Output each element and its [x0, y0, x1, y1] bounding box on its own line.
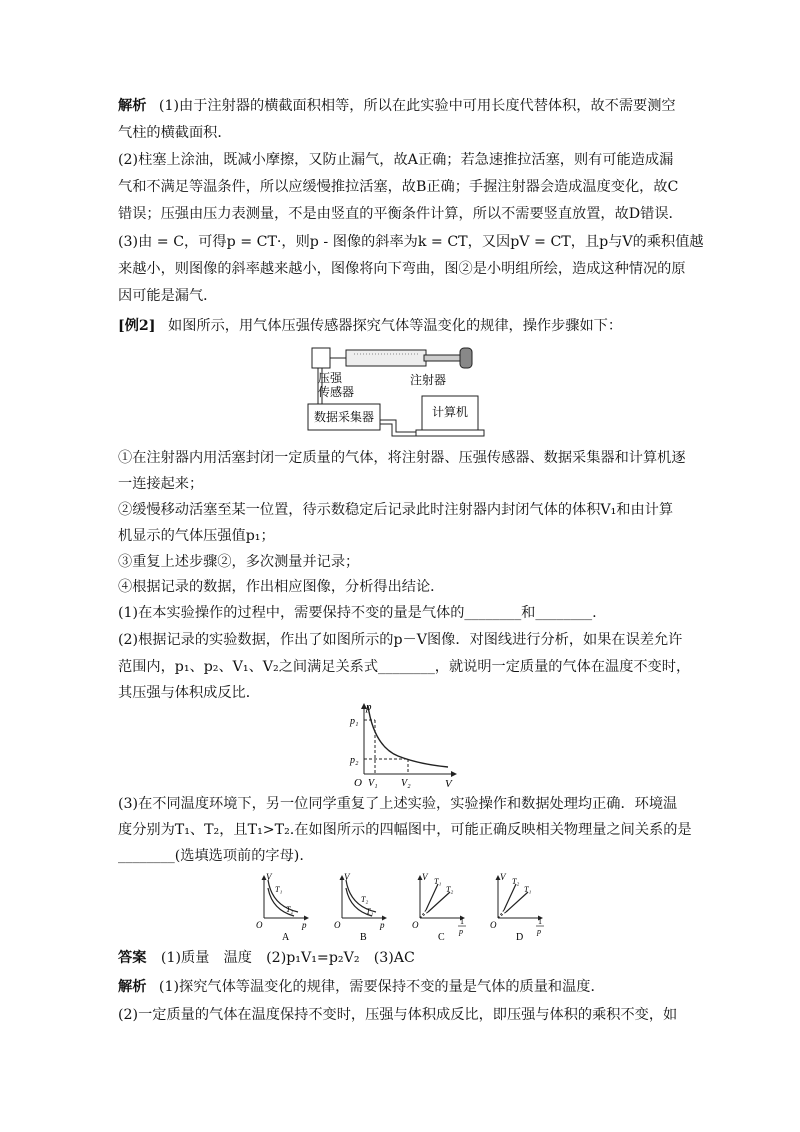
option-d-label: D [516, 932, 524, 943]
syringe-body [346, 350, 426, 366]
svg-text:p: p [459, 927, 463, 936]
apparatus-diagram [300, 340, 500, 440]
svg-text:O: O [334, 920, 341, 930]
analysis-line-2: 气柱的横截面积． [118, 125, 232, 141]
option-a-graph [256, 872, 308, 943]
question-3c: ________(选填选项前的字母). [118, 848, 304, 864]
example-tag: [例2] [118, 318, 156, 334]
v-axis-label: V [445, 778, 452, 790]
svg-text:T₂: T₂ [286, 905, 294, 914]
answer-line [118, 948, 415, 968]
svg-text:V: V [500, 872, 506, 882]
svg-text:T₁: T₁ [366, 907, 374, 916]
question-2a: (2)根据记录的实验数据，作出了如图所示的p－V图像．对图线进行分析，如果在误差允许 [118, 632, 683, 648]
data-collector-label: 数据采集器 [314, 410, 375, 424]
svg-text:V: V [266, 872, 272, 882]
syringe-label: 注射器 [410, 373, 447, 387]
step-3: ③重复上述步骤②，多次测量并记录； [118, 554, 360, 570]
computer-label: 计算机 [432, 405, 469, 419]
svg-text:T₂: T₂ [512, 877, 520, 886]
svg-text:T₁: T₁ [434, 877, 442, 886]
svg-text:O: O [490, 920, 497, 930]
question-3b: 度分别为T₁、T₂，且T₁>T₂.在如图所示的四幅图中，可能正确反映相关物理量之间关系的是 [118, 822, 692, 838]
svg-text:T₁: T₁ [275, 885, 283, 894]
question-2c: 其压强与体积成反比． [118, 685, 260, 701]
svg-text:p: p [302, 920, 307, 930]
analysis-line-6: (3)由 = C，可得p = CT·，则p - 图像的斜率为k = CT，又因pV = CT，且p与V的乘积值越 [118, 234, 704, 250]
origin-label: O [354, 777, 362, 789]
analysis2-line-1 [118, 977, 605, 997]
option-d-graph [490, 872, 544, 943]
analysis-line-1 [118, 96, 676, 116]
analysis-line-8: 因可能是漏气． [118, 288, 218, 304]
computer-base [416, 430, 484, 436]
p2-label: p₂ [350, 755, 359, 766]
step-2b: 机显示的气体压强值p₁； [118, 528, 275, 544]
option-b-label: B [360, 932, 367, 943]
step-2a: ②缓慢移动活塞至某一位置，待示数稳定后记录此时注射器内封闭气体的体积V₁和由计算 [118, 502, 674, 518]
answer-text: (1)质量 温度 (2)p₁V₁=p₂V₂ (3)AC [160, 950, 415, 966]
step-4: ④根据记录的数据，作出相应图像，分析得出结论． [118, 579, 445, 595]
v1-label: V₁ [368, 778, 378, 789]
step-1b: 一连接起来； [118, 476, 204, 492]
pv-curve [368, 706, 448, 767]
plunger-handle [460, 348, 472, 368]
option-b-graph [334, 872, 386, 943]
analysis-line-4: 气和不满足等温条件，所以应缓慢推拉活塞，故B正确；手握注射器会造成温度变化，故C [118, 179, 679, 195]
pv-graph [338, 700, 462, 792]
pressure-sensor-box [312, 348, 330, 368]
p-axis-label: p [366, 701, 372, 713]
pressure-sensor-label-1: 压强 [318, 371, 343, 385]
analysis-line-7: 来越小，则图像的斜率越来越小，图像将向下弯曲，图②是小明组所绘，造成这种情况的原 [118, 261, 686, 277]
svg-text:p: p [537, 927, 541, 936]
example-header [118, 316, 622, 336]
answer-label: 答案 [118, 950, 147, 966]
svg-text:T₁: T₁ [524, 885, 532, 894]
v2-label: V₂ [401, 778, 411, 789]
option-a-label: A [282, 932, 290, 943]
svg-text:p: p [380, 920, 385, 930]
svg-text:1: 1 [538, 917, 542, 926]
svg-text:O: O [412, 920, 419, 930]
analysis-line-5: 错误；压强由压力表测量，不是由竖直的平衡条件计算，所以不需要竖直放置，故D错误． [118, 206, 683, 222]
analysis-label: 解析 [118, 98, 147, 114]
svg-text:V: V [422, 872, 428, 882]
step-1a: ①在注射器内用活塞封闭一定质量的气体，将注射器、压强传感器、数据采集器和计算机逐 [118, 450, 686, 466]
svg-text:O: O [256, 920, 263, 930]
analysis2-label: 解析 [118, 979, 147, 995]
question-1: (1)在本实验操作的过程中，需要保持不变的量是气体的________和________. [118, 605, 597, 621]
analysis-text: (1)由于注射器的横截面积相等，所以在此实验中可用长度代替体积，故不需要测空 [158, 98, 676, 114]
pressure-sensor-label-2: 传感器 [318, 385, 355, 399]
option-c-graph [412, 872, 466, 943]
svg-text:V: V [344, 872, 350, 882]
svg-text:T₂: T₂ [361, 895, 369, 904]
option-c-label: C [438, 932, 445, 943]
p1-label: p₁ [350, 716, 359, 727]
analysis-line-3: (2)柱塞上涂油，既减小摩擦，又防止漏气，故A正确；若急速推拉活塞，则有可能造成漏 [118, 152, 674, 168]
option-graphs [250, 872, 560, 944]
analysis2-text-1: (1)探究气体等温变化的规律，需要保持不变的量是气体的质量和温度． [158, 979, 605, 995]
question-2b: 范围内，p₁、p₂、V₁、V₂之间满足关系式________，就说明一定质量的气体在温度不变时， [118, 659, 691, 675]
example-intro: 如图所示，用气体压强传感器探究气体等温变化的规律，操作步骤如下： [168, 318, 623, 334]
analysis2-line-2: (2)一定质量的气体在温度保持不变时，压强与体积成反比，即压强与体积的乘积不变，如 [118, 1007, 678, 1023]
svg-text:T₂: T₂ [446, 885, 454, 894]
question-3a: (3)在不同温度环境下，另一位同学重复了上述实验，实验操作和数据处理均正确．环境温 [118, 796, 678, 812]
svg-text:1: 1 [460, 917, 464, 926]
